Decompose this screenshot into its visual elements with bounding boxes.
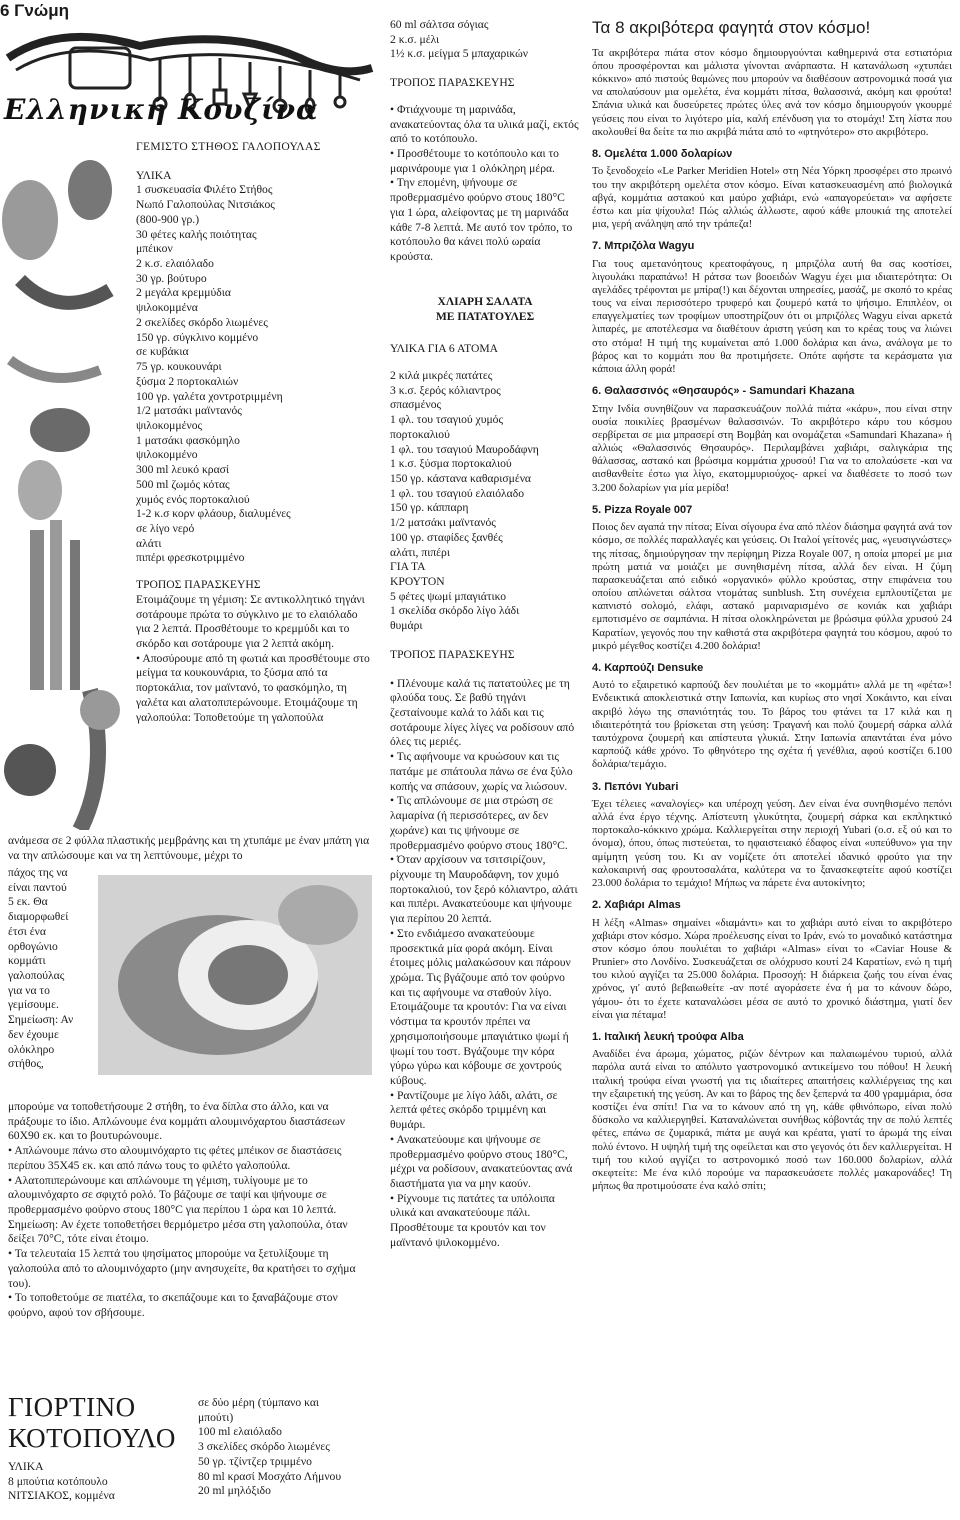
ingredient-line: 150 γρ. κάστανα καθαρισμένα (390, 471, 532, 485)
article-item-title: 7. Μπριζόλα Wagyu (592, 240, 695, 253)
prep-bullet: • Ρίχνουμε τις πατάτες τα υπόλοιπα υλικά και ανακατεύουμε πάλι. Προσθέτουμε τα κρουτόν και τον μαϊντανό ψιλοκομμένο. (390, 1191, 555, 1249)
prep-line: στήθος, (8, 1057, 44, 1071)
prep-line: δεν έχουμε (8, 1027, 59, 1041)
ingredient-line: αλάτι (136, 536, 162, 550)
ingredients-heading: ΥΛΙΚΑ (8, 1460, 44, 1473)
ingredient-line: 80 ml κρασί Μοσχάτο Λήμνου (198, 1469, 342, 1483)
ingredient-line: αλάτι, πιπέρι (390, 545, 450, 559)
recipe-title-line1: ΓΙΟΡΤΙΝΟ (8, 1392, 136, 1422)
ingredient-line: (800-900 γρ.) (136, 212, 200, 226)
ingredient-line: 1/2 ματσάκι μαϊντανός (136, 404, 242, 418)
prep-line: 5 εκ. Θα (8, 895, 48, 909)
right-column (592, 18, 952, 1193)
ingredient-line: 50 γρ. τζίντζερ τριμμένο (198, 1454, 312, 1468)
ingredient-line: 1 φλ. του τσαγιού χυμός (390, 413, 504, 427)
prep-line: κομμάτι (8, 954, 46, 968)
ingredient-line: 1/2 ματσάκι μαϊντανός (390, 516, 496, 530)
recipe-chicken-ingredients (8, 1460, 178, 1504)
ingredient-line: 3 κ.σ. ξερός κόλιαντρος (390, 383, 501, 397)
prep-line: πάχος της να (8, 866, 68, 879)
ingredient-line: σε λίγο νερό (136, 521, 195, 535)
ingredient-line: 8 μπούτια κοτόπουλο (8, 1474, 108, 1488)
stuffed-turkey-image-icon (98, 875, 372, 1075)
article-item-text: Για τους αμετανόητους κρεατοφάγους, η μπριζόλα αυτή θα σας κοστίσει, λιγουλάκι παραπάνω! Η ράτσα των βοοειδών Wagyu έχει μια ιδιαιτερότητα: Οι αγελάδες τρέφονται με μπίρα(!) και δέχονται υπηρεσίες, μασάζ, με σκοπό το κρέας τους να είναι περισσότερο τρυφερό και ζουμερό κατά το ψήσιμο. Επιπλέον, οι επαγγελματίες των τροφίμων υποστηρίζουν ότι οι μπριζόλες Wagyu είναι αρκετά λιπαρές, με αποτέλεσμα να διαθέτουν άριστη γεύση και το κρέας τους να λιώνει στο στόμα! Η τιμή της κυμαίνεται από 1.000 δολάρια και άνω, ανάλογα με το βάρος και το κομμάτι που θα προτιμήσετε. Οπότε αφήστε τα κεράσματα για κάποια άλλη φορά! (592, 257, 952, 375)
turkey-photo (98, 875, 372, 1075)
ingredients-list (136, 183, 372, 566)
ingredient-line: 2 κιλά μικρές πατάτες (390, 368, 493, 382)
ingredient-line: πορτοκαλιού (390, 427, 450, 441)
article-item-title: 5. Pizza Royale 007 (592, 503, 693, 516)
article-item-text: Έχει τέλειες «αναλογίες» και υπέροχη γεύση. Δεν είναι ένα συνηθισμένο πεπόνι αλλά ένα έργο τέχνης. Απίστευτη γλυκύτητα, ζουμερή σάρκα και εκπληκτικό πορτοκαλο-κόκκινο χρώμα. Καλλιεργείται στην περιοχή Yubari (ο.σ. εξ ού και το όνομα), όπου, όπως πιστεύεται, το ηφαιστειακό έδαφος είναι «υπεύθυνο» για την αμίμητη γεύση του. Κι αν νομίζετε ότι αποτελεί ιδανικό φρούτο για την καλοκαιρινή σας φρουτοσαλάτα, καλύτερα να το ξανασκεφτείτε αφού κοστίζει 23.000 δολάρια το τεμάχιο! Μήπως να πάρετε ένα αυτοκίνητο; (592, 797, 952, 889)
ingredient-line: 1 σκελίδα σκόρδο λίγο λάδι (390, 604, 520, 618)
article-item (592, 662, 952, 772)
logo-title: Ελληνική Κουζίνα (4, 93, 319, 126)
ingredient-line: 2 μεγάλα κρεμμύδια (136, 286, 231, 300)
article-item-title: 4. Καρπούζι Densuke (592, 661, 704, 674)
article-item (592, 240, 952, 376)
article-item-title: 3. Πεπόνι Yubari (592, 780, 679, 793)
ingredient-line: 1 φλ. του τσαγιού Μαυροδάφνη (390, 442, 539, 456)
article-item-text: Στην Ινδία συνηθίζουν να παρασκευάζουν πολλά πιάτα «κάρυ», που είναι στην ουσία ποικιλίες βρασμένων θαλασσινών. Το ακριβότερο κάρυ του κόσμου σερβίρεται σε μια μπρασερί στη Βομβάη και ονομάζεται «Samundari Khazana» ή αλλιώς «Θαλασσινός Θησαυρός». Περιλαμβάνει χαβιάρι, σαλιγκάρια της θάλασσας, αστακό και βρώσιμα κομμάτια χρυσού! Για να το απολαύσετε -και να αισθανθείτε έστω για λίγο, εκατομμυριούχος- αρκεί να διαθέσετε το ποσό των 3.200 δολαρίων για μία μερίδα! (592, 402, 952, 494)
ingredient-line: 2 σκελίδες σκόρδο λιωμένες (136, 315, 268, 329)
prep-line: ορθογώνιο (8, 939, 58, 953)
ingredient-line: 2 κ.σ. μέλι (390, 32, 440, 46)
salad-ingredients (390, 369, 580, 634)
prep-bullet: • Ανακατεύουμε και ψήνουμε σε προθερμασμένο φούρνο στους 180°C, μέχρι να ροδίσουν, ανακατεύοντας ανά διαστήματα για να μην καούν. (390, 1132, 573, 1191)
ingredient-line: 100 γρ. γαλέτα χοντροτριμμένη (136, 389, 283, 403)
ingredient-line: 30 γρ. βούτυρο (136, 271, 207, 285)
ingredient-line: ΝΙΤΣΙΑΚΟΣ, κομμένα (8, 1489, 115, 1503)
recipe-title-line2: ΚΟΤΟΠΟΥΛΟ (8, 1423, 176, 1454)
middle-column (390, 18, 580, 1251)
ingredient-line: 1 ματσάκι φασκόμηλο (136, 433, 240, 447)
ingredients-heading: ΥΛΙΚΑ (136, 168, 172, 182)
article-item-text: Η λέξη «Almas» σημαίνει «διαμάντι» και το χαβιάρι αυτό είναι το ακριβότερο χαβιάρι στον κόσμο. Χώρα προέλευσης είναι το Ιράν, ενώ το μοναδικό κατάστημα στον κόσμο όπου πουλιέται το χαβιάρι «Almas» είναι το «Caviar House & Prunier» στο Λονδίνο. Συσκευάζεται σε ολόχρυσο κουτί 24 Καρατίων, ενώ η τιμή του κιλού αγγίζει τα 25.000 δολάρια. Προσοχή: Η διάρκεια ζωής του είναι ένας χρόνος, γι' αυτό βεβαιωθείτε -αν ποτέ αγοράσετε ένα ή μα το κάνουν δώρο, γάμου- ότι το έχετε καταναλώσει μέσα σε αυτό το χρονικό διάστημα, γιατί δεν είναι για πέταμα! (592, 916, 952, 1021)
salad-title-line1: ΧΛΙΑΡΗ ΣΑΛΑΤΑ (437, 294, 533, 308)
ingredient-line: χυμός ενός πορτοκαλιού (136, 492, 250, 506)
vegetables-illustration (0, 130, 128, 830)
ingredient-line: ΚΡΟΥΤΟΝ (390, 575, 445, 588)
ingredient-line: 2 κ.σ. ελαιόλαδο (136, 257, 214, 271)
salad-title-line2: ΜΕ ΠΑΤΑΤΟΥΛΕΣ (435, 309, 535, 323)
ingredient-line: 5 φέτες ψωμί μπαγιάτικο (390, 589, 507, 603)
ingredient-line: 1 φλ. του τσαγιού ελαιόλαδο (390, 486, 524, 500)
prep-line: έτσι ένα (8, 924, 46, 938)
salad-prep-heading: ΤΡΟΠΟΣ ΠΑΡΑΣΚΕΥΗΣ (390, 647, 515, 661)
prep-wrap-lines (8, 866, 98, 1072)
ingredient-line: σπασμένος (390, 398, 442, 412)
ingredient-line: 3 σκελίδες σκόρδο λιωμένες (198, 1440, 330, 1454)
ingredient-line: ψιλοκομμένος (136, 418, 203, 432)
ingredient-line: 1 συσκευασία Φιλέτο Στήθος (136, 183, 273, 197)
ingredient-line: μπέικον (136, 242, 173, 256)
prep-line: διαμορφωθεί (8, 910, 69, 924)
ingredient-line: 20 ml μηλόξιδο (198, 1484, 271, 1498)
prep-bullet: • Την επομένη, ψήνουμε σε προθερμασμένο φούρνο στους 180°C για 1 ώρα, αλείφοντας με τη μαρινάδα κάθε 7-8 λεπτά. Με αυτό τον τρόπο, το κοτόπουλο θα κάνει πολύ ωραία κρούστα. (390, 176, 573, 264)
ingredient-line: ψιλοκομμένο (136, 448, 198, 462)
ingredients-list (8, 1475, 178, 1504)
ingredient-line: ξύσμα 2 πορτοκαλιών (136, 374, 239, 388)
salad-ingredients-heading: ΥΛΙΚΑ ΓΙΑ 6 ΑΤΟΜΑ (390, 342, 499, 356)
article-item-text: Το ξενοδοχείο «Le Parker Meridien Hotel» στη Νέα Υόρκη προσφέρει στο πρωινό του την ακριβότερη ομελέτα στον κόσμο. Είναι κατασκευασμένη από βιολογικά αβγά, κομμάτια αστακού και μαύρο χαβιάρι, ενώ «απαγορεύεται» να αφήσετε έστω και μία ψίχουλα! Πώς αλλιώς άλλωστε, αφού κάθε μπουκιά της αποτελεί μια, γερή ανάληψη από την τράπεζα! (592, 165, 952, 231)
article-item (592, 1031, 952, 1193)
article-title: Τα 8 ακριβότερα φαγητά στον κόσμο! (592, 18, 871, 37)
prep-rest-text: μπορούμε να τοποθετήσουμε 2 στήθη, το ένα δίπλα στο άλλο, και να πράξουμε το ίδιο. Απλώνουμε ένα κομμάτι αλουμινόχαρτου διαστάσεων 60Χ90 εκ. και το βουτυρώνουμε. • Απλώνουμε πάνω στο αλουμινόχαρτο τις φέτες μπέικον σε διαστάσεις περίπου 35Χ45 εκ. και από πάνω τους το φιλέτο γαλοπούλα. • Αλατοπιπερώνουμε και απλώνουμε τη γέμιση, τυλίγουμε με το αλουμινόχαρτο σε σφιχτό ρολό. Το βάζουμε σε ταψί και ψήνουμε σε προθερμασμένο φούρνο στους 180°C για περίπου 1 ώρα και 10 λεπτά. Σημείωση: Αν έχετε τοποθετήσει θερμόμετρο μέσα στη γαλοπούλα, όταν δείξει 70°C, τότε είναι έτοιμο. • Τα τελευταία 15 λεπτά του ψησίματος μπορούμε να ξετυλίξουμε τη γαλοπούλα από το αλουμινόχαρτο (μην ανησυχείτε, θα κρατήσει το σχήμα του). • Το τοποθετούμε σε πιατέλα, το σκεπάζουμε και το ξαναβάζουμε στον φούρνο, αφού τον σβήσουμε. (8, 1100, 356, 1320)
recipe-turkey (136, 140, 372, 725)
article-intro: Τα ακριβότερα πιάτα στον κόσμο δημιουργούνται καθημερινά στα εστιατόρια όπου προσφέρονται και μάλιστα γίνονται ανάρπαστα. Η κατανάλωση «χτυπάει κόκκινο» από πιστούς θαμώνες που μπορούν να διαθέσουν αστρονομικά ποσά για να απολαύσουν μια ομελέτα, ένα κομμάτι πίτσα, θαλασσινά, ακόμη και φρούτα! Σπάνια υλικά και δυσεύρετες πρώτες ύλες ανά τον κόσμο δημιουργούν γκουρμέ γεύσεις που είναι το λιγότερο μία, καλή επένδυση για το στομάχι! Στη λίστα που ακολουθεί θα δείτε τα πιο ακριβά πιάτα από το «φτηνότερο» στο ακριβότερο. (592, 46, 952, 138)
ingredient-line: ψιλοκομμένα (136, 301, 198, 315)
ingredient-line: 500 ml ζωμός κότας (136, 477, 230, 491)
ingredient-line: 150 γρ. σύγκλινο κομμένο (136, 330, 259, 344)
ingredient-line: ΓΙΑ ΤΑ (390, 560, 426, 574)
prep-line: γεμίσουμε. (8, 998, 59, 1012)
prep-bullet: • Προσθέτουμε το κοτόπουλο και το μαρινάρουμε για 1 ολόκληρη μέρα. (390, 147, 559, 175)
prep-full-line: ανάμεσα σε 2 φύλλα πλαστικής μεμβράνης και τη χτυπάμε με έναν μπάτη για να την απλώσουμε και να τη λεπτύνουμε, μέχρι το (8, 834, 370, 862)
ingredient-line: 100 ml ελαιόλαδο (198, 1425, 282, 1439)
article-item-text: Αυτό το εξαιρετικό καρπούζι δεν πουλιέται με το «κομμάτι» αλλά με τη «φέτα»! Ενδεικτικά αποκλειστικά στην Ιαπωνία, και κυρίως στο νησί Χοκάιντο, και είναι ακριβό λόγω της σπανιότητάς του. Το βάρος του φτάνει τα 17 κιλά και η ιδιαιτερότητά του βρίσκεται στη γεύση: Τραγανή και πολύ ζουμερή σάρκα αλλά ταυτόχρονα ζουμερή και απίστευτα γλυκιά. Στην Ιαπωνία απαντάται ένα μόνο καρπούζι κάθε χρόνο. Το φθηνότερο της σχέτα ή γενέθλια, αφού κοστίζει 6.100 δολάρια/τεμάχιο. (592, 679, 952, 771)
ingredient-line: πιπέρι φρεσκοτριμμένο (136, 551, 245, 565)
article-item-title: 6. Θαλασσινός «Θησαυρός» - Samundari Khazana (592, 385, 855, 398)
article-item-title: 2. Χαβιάρι Almas (592, 899, 681, 912)
ingredient-line: 300 ml λευκό κρασί (136, 463, 230, 477)
prep-line: για να το (8, 983, 50, 997)
article-item-title: 1. Ιταλική λευκή τρούφα Alba (592, 1030, 744, 1043)
prep-heading: ΤΡΟΠΟΣ ΠΑΡΑΣΚΕΥΗΣ (136, 578, 261, 592)
article-item (592, 385, 952, 495)
ingredients-cont (390, 18, 580, 62)
prep-bullet: • Πλένουμε καλά τις πατατούλες με τη φλούδα τους. Σε βαθύ τηγάνι ζεσταίνουμε καλά το λάδι και τις σοτάρουμε λίγες λίγες να ροδίσουν από όλες τις μεριές. (390, 676, 575, 749)
prep-text: Ετοιμάζουμε τη γέμιση: Σε αντικολλητικό τηγάνι σοτάρουμε πρώτα το σύγκλινο με το ελαιόλαδο για 2 λεπτά. Προσθέτουμε το κρεμμύδι και το σκόρδο και σοτάρουμε για 2 λεπτά ακόμη. • Αποσύρουμε από τη φωτιά και προσθέτουμε στο μείγμα τα κουκουνάρια, το ξύσμα από τα πορτοκάλια, τον μαϊντανό, το φασκόμηλο, τη γαλέτα και αλατοπιπερώνουμε. Ετοιμάζουμε τη γαλοπούλα: Τοποθετούμε τη γαλοπούλα (136, 592, 370, 724)
salad-prep-bullets (390, 677, 580, 1251)
ingredient-line: 1 κ.σ. ξύσμα πορτοκαλιού (390, 457, 512, 471)
ingredient-line: 30 φέτες καλής ποιότητας (136, 227, 257, 241)
prep-bullet: • Όταν αρχίσουν να τσιτσιρίζουν, ρίχνουμε τη Μαυροδάφνη, τον χυμό πορτοκαλιού, τον ξερό κόλιαντρο, αλάτι και πιπέρι. Ανακατεύουμε και ψήνουμε για περίπου 20 λεπτά. (390, 853, 578, 926)
prep-bullets (390, 103, 580, 265)
article-item-text: Ποιος δεν αγαπά την πίτσα; Είναι σίγουρα ένα από πλέον διάσημα φαγητά ανά τον κόσμο, σε πολλές παραλλαγές και γεύσεις. Οι Ιταλοί γείτονές μας, «γευσιγνώστες» της πίτσας, δημιούργησαν την περίφημη Pizza Royale 007, η οποία μπορεί με μια πρώτη ματιά να μοιάζει με συνηθισμένη πίτσα, αλλά δεν είναι. Η ζύμη παρασκευάζεται από ειδικό «οργανικό» φύλλο κρούστας, στην επιφάνεια του οποίου απλώνεται σάλτσα ντομάτας sunblush. Στη συνέχεια εμπλουτίζεται με καπνιστό σολομό, ελάφι, αστακό μαριναρισμένο σε κονιάκ και χαβιάρι εμποτισμένο σε σαμπάνια. Η πίτσα ολοκληρώνεται με βρώσιμα φύλλα χρυσού 24 Καρατίων, γεγονός που την καθιστά στα ακριβότερα φαγητά του κόσμου, αφού το μικρό μέγεθος κοστίζει 4.200 δολάρια! (592, 521, 952, 652)
prep-bullet: • Ραντίζουμε με λίγο λάδι, αλάτι, σε λεπτά φέτες σκόρδο τριμμένη και θυμάρι. (390, 1088, 558, 1132)
ingredient-line: 1½ κ.σ. μείγμα 5 μπαχαρικών (390, 47, 529, 61)
ingredient-line: μπούτι) (198, 1410, 234, 1424)
prep-line: Σημείωση: Αν (8, 1013, 74, 1027)
article-item (592, 504, 952, 653)
ingredient-line: θυμάρι (390, 619, 423, 633)
prep-line: γαλοπούλας (8, 969, 65, 983)
ingredient-line: 100 γρ. σταφίδες ξανθές (390, 530, 503, 544)
recipe-chicken-ingredients-2 (198, 1396, 368, 1499)
article-item (592, 781, 952, 891)
recipe-title: ΓΕΜΙΣΤΟ ΣΤΗΘΟΣ ΓΑΛΟΠΟΥΛΑΣ (136, 140, 321, 153)
prep-bullet: • Τις απλώνουμε σε μια στρώση σε λαμαρίνα (ή περισσότερες, αν δεν χωράνε) και τις ψήνουμε σε προθερμασμένο φούρνο στους 180°C. (390, 794, 568, 852)
vegetables-image-icon (0, 130, 128, 830)
ingredient-line: 60 ml σάλτσα σόγιας (390, 18, 489, 31)
article-items (592, 148, 952, 1193)
ingredient-line: σε δύο μέρη (τύμπανο και (198, 1396, 320, 1409)
prep-bullet: • Στο ενδιάμεσο ανακατεύουμε προσεκτικά μία φορά ακόμη. Είναι έτοιμες μόλις μαλακώσουν και πάρουν χρώμα. Τις βγάζουμε από τον φούρνο και τις αφήνουμε να σταθούν λίγο. Ετοιμάζουμε τα κρουτόν: Για να είναι νόστιμα τα κρουτόν πρέπει να χρησιμοποιήσουμε μπαγιάτικο ψωμί ή ψωμί του τοστ. Βγάζουμε την κόρα γύρω γύρω και κόβουμε σε χοντρούς κύβους. (390, 926, 571, 1087)
prep-bullet: • Φτιάχνουμε τη μαρινάδα, ανακατεύοντας όλα τα υλικά μαζί, εκτός από το κοτόπουλο. (390, 102, 579, 146)
recipe-chicken-title (8, 1392, 176, 1454)
ingredient-line: 150 γρ. κάππαρη (390, 501, 469, 515)
article-item-title: 8. Ομελέτα 1.000 δολαρίων (592, 147, 733, 160)
page-label: 6 Γνώμη (0, 1, 69, 20)
article-item (592, 148, 952, 231)
prep-line: ολόκληρο (8, 1042, 55, 1056)
article-item-text: Αναδίδει ένα άρωμα, χώματος, ριζών δέντρων και παλαιωμένου τυριού, αλλά παρόλα αυτά είναι το απόλυτο γαστρονομικό αντικείμενο του πόθου! Η λευκή ιταλική τρούφα είναι γνωστή για τις ιδιαίτερες απαιτήσεις καλλιέργειας της και την εξαιρετική της γεύση. Αν και το βάρος της δεν ξεπερνά τα 400 γραμμάρια, όσα κοστίζει ένα σπίτι! Για να το κάνουν από τη γη, κάθε φθινόπωρο, είναι πολύ δύσκολο να καλλιεργηθεί. Καταναλώνεται συνήθως κόβοντάς την σε πολύ λεπτές φέτες, επάνω σε ζυμαρικά, πιάτα με αυγά και κρέατα, γιατί το άρωμά της είναι πολύ έντονο. Η υψηλή τιμή της οφείλεται και στο γεγονός ότι δεν καλλιεργείται. Η τιμή του κιλού αγγίζει το αστρονομικό ποσό των 160.000 δολαρίων, αλλά σκεφτείτε: Με ένα κιλό πορούμε να παρασκευάσετε πολλές μακαρονάδες! Τη μήπως θα προτιμούσατε ένα καλό σπίτι; (592, 1048, 952, 1193)
ingredient-line: 1-2 κ.σ κορν φλάουρ, διαλυμένες (136, 507, 291, 521)
ingredient-line: σε κυβάκια (136, 345, 189, 359)
prep-line: είναι παντού (8, 880, 67, 894)
logo (0, 18, 376, 128)
salad-title (390, 295, 580, 324)
article-item (592, 899, 952, 1022)
prep-heading: ΤΡΟΠΟΣ ΠΑΡΑΣΚΕΥΗΣ (390, 76, 515, 90)
ingredient-line: 75 γρ. κουκουνάρι (136, 360, 222, 374)
prep-bullet: • Τις αφήνουμε να κρυώσουν και τις πατάμε με σπάτουλα πάνω σε ένα ξύλο κοπής να σπάσουν, χωρίς να λιώσουν. (390, 750, 573, 793)
ingredient-line: Νωπό Γαλοπούλας Νιτσιάκος (136, 198, 275, 212)
